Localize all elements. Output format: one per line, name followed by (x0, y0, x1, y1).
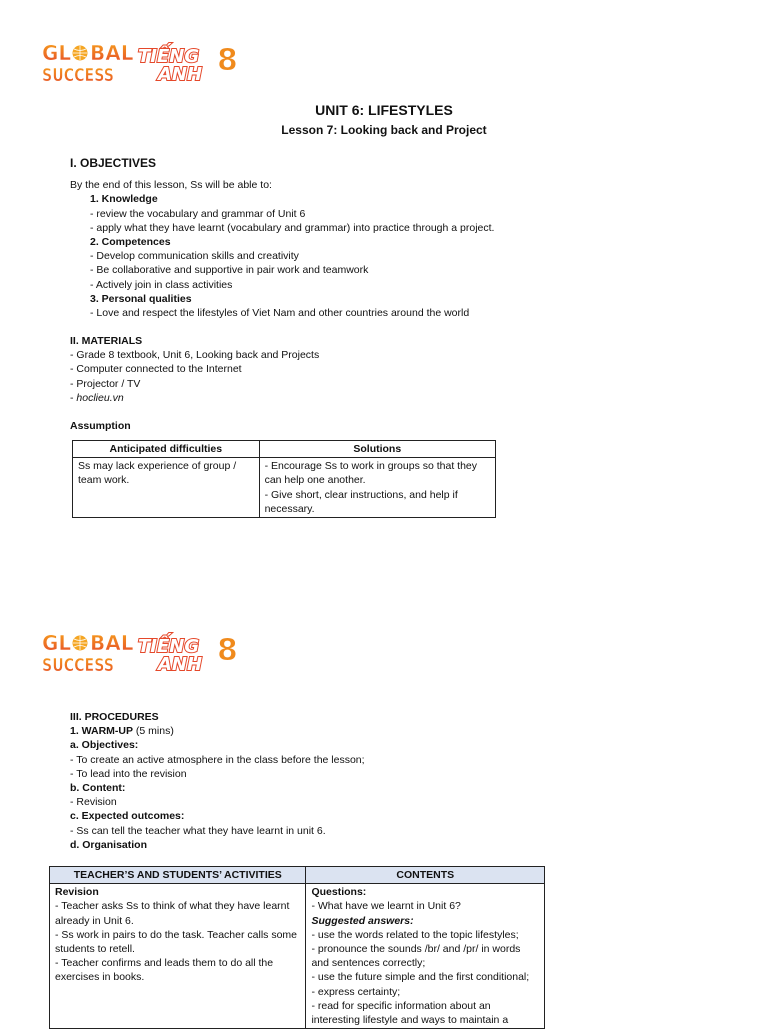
table-header: TEACHER’S AND STUDENTS’ ACTIVITIES (50, 867, 306, 884)
table-header-row (50, 867, 545, 884)
procedures-heading: III. PROCEDURES (70, 711, 159, 723)
svg-text:TIẾNG: TIẾNG (138, 46, 200, 67)
unit-title: UNIT 6: LIFESTYLES (315, 102, 453, 118)
knowledge-item: - review the vocabulary and grammar of Unit 6 (90, 207, 306, 220)
content-item: - Revision (70, 796, 117, 809)
table-row (73, 458, 496, 518)
difficulty-cell: Ss may lack experience of group / team work. (73, 458, 260, 518)
competence-item: - Be collaborative and supportive in pair work and teamwork (90, 264, 369, 277)
document-page-2 (0, 600, 768, 1027)
global-success-tieng-anh-logo (40, 36, 250, 92)
activities-table (49, 866, 545, 1029)
table-header: CONTENTS (306, 867, 545, 884)
competence-item: - Develop communication skills and creativity (90, 250, 299, 263)
svg-text:8: 8 (217, 43, 238, 78)
svg-text:GL: GL (42, 41, 72, 65)
objectives-heading: I. OBJECTIVES (70, 156, 157, 170)
svg-text:TIẾNG: TIẾNG (138, 636, 200, 657)
logo-graphic (40, 36, 250, 92)
material-item: - Computer connected to the Internet (70, 363, 242, 376)
materials-heading: II. MATERIALS (70, 335, 143, 347)
svg-text:BAL: BAL (90, 631, 134, 655)
table-header: Anticipated difficulties (73, 441, 260, 458)
materials-section (70, 334, 319, 405)
material-item-link: - hoclieu.vn (70, 391, 124, 404)
hoclieu-link[interactable]: hoclieu.vn (76, 391, 124, 404)
assumption-table (72, 440, 496, 518)
table-header-row (73, 441, 496, 458)
svg-text:SUCCESS: SUCCESS (42, 65, 114, 86)
objectives-section (70, 156, 494, 320)
qualities-heading: 3. Personal qualities (90, 292, 192, 305)
svg-text:SUCCESS: SUCCESS (42, 655, 114, 676)
svg-text:GL: GL (42, 631, 72, 655)
svg-text:8: 8 (217, 633, 238, 668)
material-item: - Grade 8 textbook, Unit 6, Looking back and Projects (70, 349, 320, 362)
content-label: b. Content: (70, 782, 126, 795)
objectives-intro: By the end of this lesson, Ss will be able to: (70, 179, 272, 192)
quality-item: - Love and respect the lifestyles of Viet Nam and other countries around the world (90, 307, 470, 320)
outcomes-label: c. Expected outcomes: (70, 810, 185, 823)
solutions-cell: - Encourage Ss to work in groups so that they can help one another. - Give short, clear instructions, and help if necessary. (259, 458, 495, 518)
objectives-label: a. Objectives: (70, 739, 139, 752)
material-item: - Projector / TV (70, 377, 141, 390)
table-header: Solutions (259, 441, 495, 458)
competences-heading: 2. Competences (90, 236, 171, 249)
outcome-item: - Ss can tell the teacher what they have learnt in unit 6. (70, 824, 326, 837)
objective-item: - To create an active atmosphere in the class before the lesson; (70, 753, 365, 766)
svg-text:ANH: ANH (158, 64, 203, 85)
organisation-label: d. Organisation (70, 838, 148, 851)
competence-item: - Actively join in class activities (90, 278, 233, 291)
contents-cell: Questions: - What have we learnt in Unit 6? Suggested answers: - use the words related to the topic lifestyles; - pronounce the sounds /br/ and /pr/ in words and sentences correctly; - use the future simple and the first conditional; - express certainty; - read for specific information about an interesting lifestyle and ways to maintain a (306, 884, 545, 1029)
lesson-title: Lesson 7: Looking back and Project (281, 123, 487, 137)
svg-text:BAL: BAL (90, 41, 134, 65)
activities-cell: Revision - Teacher asks Ss to think of what they have learnt already in Unit 6. - Ss work in pairs to do the task. Teacher calls some students to retell. - Teacher confirms and leads them to do all the exercises in books. (50, 884, 306, 1029)
knowledge-heading: 1. Knowledge (90, 193, 158, 206)
warmup-line: 1. WARM-UP (5 mins) (70, 725, 174, 738)
assumption-heading: Assumption (70, 420, 131, 432)
procedures-section (70, 710, 365, 852)
objective-item: - To lead into the revision (70, 767, 187, 780)
knowledge-item: - apply what they have learnt (vocabulary and grammar) into practice through a project. (90, 221, 495, 234)
global-success-tieng-anh-logo (40, 626, 250, 682)
logo-graphic (40, 626, 250, 682)
table-row (50, 884, 545, 1029)
svg-text:ANH: ANH (158, 654, 203, 675)
